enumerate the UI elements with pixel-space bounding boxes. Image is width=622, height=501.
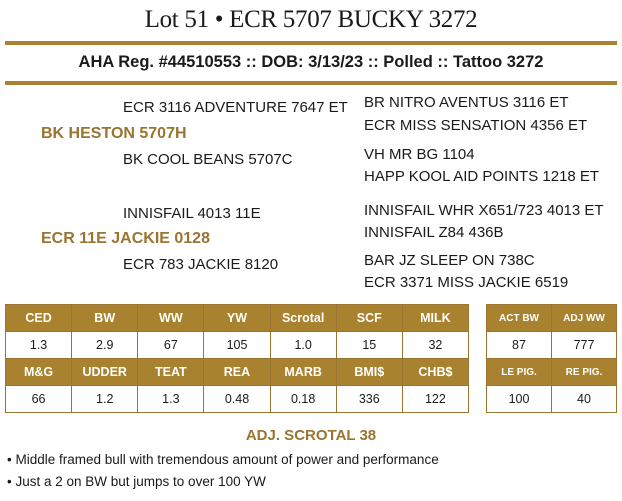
- epd-header: YW: [204, 305, 270, 332]
- epd-header: M&G: [6, 359, 72, 386]
- epd-header: Scrotal: [270, 305, 336, 332]
- epd-header: WW: [138, 305, 204, 332]
- epd-value: 15: [336, 332, 402, 359]
- epd-header-row: [6, 305, 469, 332]
- actuals-value: 40: [552, 386, 617, 413]
- actuals-table: [486, 304, 617, 413]
- epd-value: 1.0: [270, 332, 336, 359]
- registration-line: AHA Reg. #44510553 :: DOB: 3/13/23 :: Polled :: Tattoo 3272: [78, 53, 544, 71]
- actuals-value-row: [487, 386, 617, 413]
- epd-value: 1.3: [6, 332, 72, 359]
- pedigree-dam-sire-dam: INNISFAIL Z84 436B: [364, 224, 504, 241]
- epd-header: CED: [6, 305, 72, 332]
- pedigree-dam-sire: INNISFAIL 4013 11E: [123, 205, 261, 222]
- pedigree-dam-sire-sire: INNISFAIL WHR X651/723 4013 ET: [364, 202, 604, 219]
- epd-value: 105: [204, 332, 270, 359]
- pedigree-sire-dam: BK COOL BEANS 5707C: [123, 151, 293, 168]
- adj-scrotal-label: ADJ. SCROTAL 38: [245, 427, 377, 444]
- epd-table: [5, 304, 469, 413]
- actuals-value-row: [487, 332, 617, 359]
- title-divider-top: [5, 41, 617, 45]
- epd-header: SCF: [336, 305, 402, 332]
- epd-header: CHB$: [402, 359, 468, 386]
- actuals-header: RE PIG.: [552, 359, 617, 386]
- epd-header: TEAT: [138, 359, 204, 386]
- actuals-header-row: [487, 359, 617, 386]
- pedigree-dam-dam-dam: ECR 3371 MISS JACKIE 6519: [364, 274, 569, 291]
- pedigree-sire-sire: ECR 3116 ADVENTURE 7647 ET: [123, 99, 348, 116]
- epd-value: 1.3: [138, 386, 204, 413]
- pedigree-dam-dam: ECR 783 JACKIE 8120: [123, 256, 279, 273]
- epd-value: 66: [6, 386, 72, 413]
- note-line: • Middle framed bull with tremendous amount of power and performance: [7, 452, 439, 467]
- actuals-header: ADJ WW: [552, 305, 617, 332]
- pedigree-sire-dam-sire: VH MR BG 1104: [364, 146, 475, 163]
- actuals-header-row: [487, 305, 617, 332]
- actuals-header: LE PIG.: [487, 359, 552, 386]
- pedigree-sire-dam-dam: HAPP KOOL AID POINTS 1218 ET: [364, 168, 600, 185]
- pedigree-sire: BK HESTON 5707H: [41, 125, 187, 142]
- epd-header: UDDER: [72, 359, 138, 386]
- epd-header: MARB: [270, 359, 336, 386]
- actuals-header: ACT BW: [487, 305, 552, 332]
- epd-value: 0.18: [270, 386, 336, 413]
- lot-title: Lot 51 • ECR 5707 BUCKY 3272: [144, 6, 478, 33]
- epd-value: 122: [402, 386, 468, 413]
- epd-header: BMI$: [336, 359, 402, 386]
- epd-value-row: [6, 386, 469, 413]
- epd-value-row: [6, 332, 469, 359]
- epd-value: 0.48: [204, 386, 270, 413]
- actuals-value: 100: [487, 386, 552, 413]
- epd-value: 2.9: [72, 332, 138, 359]
- actuals-value: 87: [487, 332, 552, 359]
- epd-value: 32: [402, 332, 468, 359]
- epd-value: 67: [138, 332, 204, 359]
- pedigree-sire-sire-dam: ECR MISS SENSATION 4356 ET: [364, 117, 588, 134]
- title-divider-bottom: [5, 81, 617, 85]
- actuals-value: 777: [552, 332, 617, 359]
- note-line: • Just a 2 on BW but jumps to over 100 YW: [7, 474, 266, 489]
- pedigree-sire-sire-sire: BR NITRO AVENTUS 3116 ET: [364, 94, 569, 111]
- epd-value: 1.2: [72, 386, 138, 413]
- pedigree-dam-dam-sire: BAR JZ SLEEP ON 738C: [364, 252, 535, 269]
- pedigree-dam: ECR 11E JACKIE 0128: [41, 230, 210, 247]
- epd-header-row: [6, 359, 469, 386]
- epd-value: 336: [336, 386, 402, 413]
- epd-header: MILK: [402, 305, 468, 332]
- epd-header: REA: [204, 359, 270, 386]
- epd-header: BW: [72, 305, 138, 332]
